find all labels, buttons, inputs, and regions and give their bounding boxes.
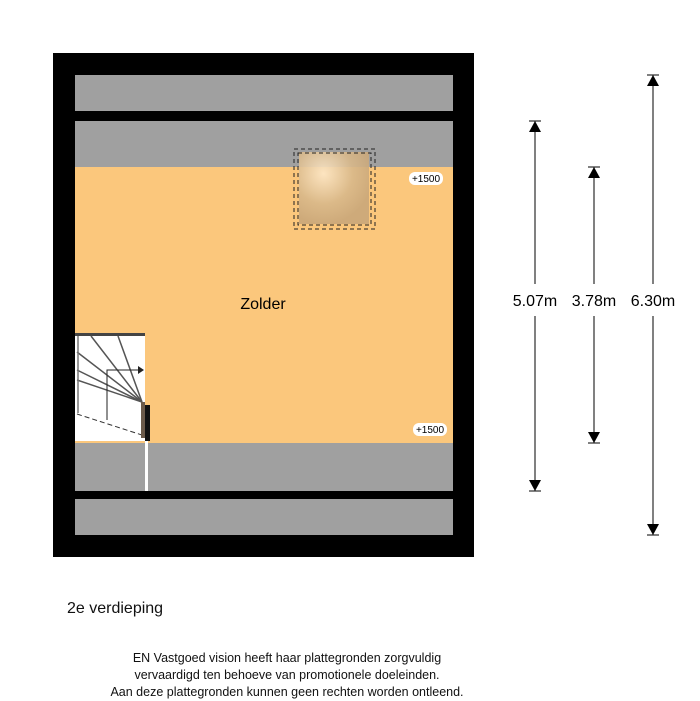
- disclaimer-line: vervaardigd ten behoeve van promotionele doeleinden.: [134, 668, 440, 682]
- room-name: Zolder: [240, 296, 286, 313]
- level-badge: [409, 172, 443, 185]
- skylight: [294, 149, 375, 229]
- dimension-5-07: [513, 121, 557, 491]
- svg-text:+1500: +1500: [415, 425, 445, 436]
- dimension-3-78: [572, 167, 616, 443]
- low-ceiling-bottom: [75, 443, 453, 491]
- svg-text:5.07m: 5.07m: [512, 293, 558, 310]
- svg-text:6.30m: 6.30m: [630, 293, 676, 310]
- disclaimer-line: Aan deze plattegronden kunnen geen rechten worden ontleend.: [110, 685, 464, 699]
- level-badge: [413, 423, 447, 436]
- eave-bottom: [75, 499, 453, 535]
- floor-label: 2e verdieping: [67, 600, 164, 617]
- svg-text:3.78m: 3.78m: [571, 293, 617, 310]
- dimension-6-30: [631, 75, 675, 535]
- eave-top: [75, 75, 453, 111]
- disclaimer-line: EN Vastgoed vision heeft haar plattegronden zorgvuldig: [132, 651, 442, 665]
- low-ceiling-top: [75, 121, 453, 167]
- svg-text:+1500: +1500: [411, 174, 441, 185]
- disclaimer: [0, 650, 574, 701]
